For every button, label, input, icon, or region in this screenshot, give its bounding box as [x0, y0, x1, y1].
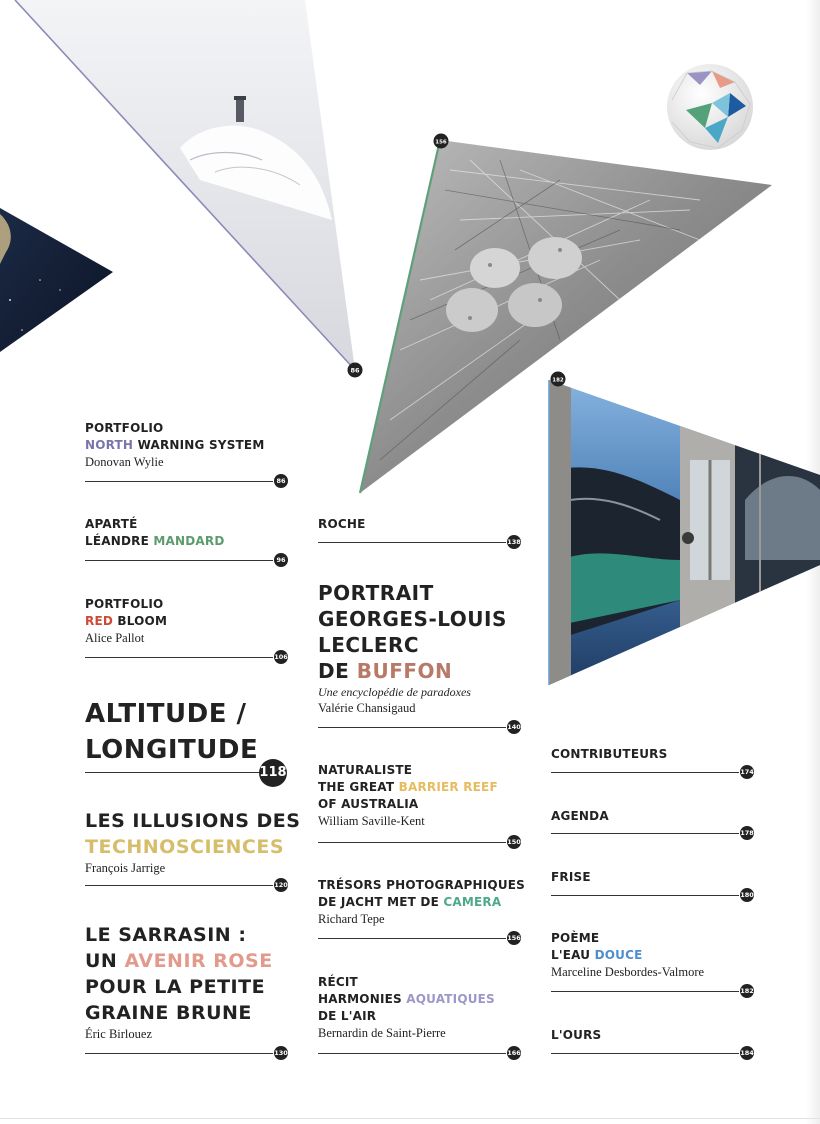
entry-author: Marceline Desbordes-Valmore: [551, 965, 705, 979]
page-number-badge: 86: [274, 474, 288, 488]
entry-title: CONTRIBUTEURS: [551, 747, 668, 761]
entry-kicker: PORTFOLIO: [85, 597, 164, 611]
entry-title: OF AUSTRALIA: [318, 797, 419, 811]
entry-rule: [318, 727, 506, 728]
toc-entry-harmonies-aquatiques[interactable]: [318, 974, 538, 1042]
toc-entry-great-barrier-reef[interactable]: [318, 762, 538, 830]
toc-entry-agenda[interactable]: [551, 808, 761, 825]
photo-badge-156: [434, 134, 449, 149]
entry-rule: [551, 991, 739, 992]
entry-title: DE L'AIR: [318, 1009, 377, 1023]
entry-title: L'EAU DOUCE: [551, 948, 643, 962]
entry-title: RED BLOOM: [85, 614, 168, 628]
entry-author: Alice Pallot: [85, 631, 145, 645]
entry-title-line: POUR LA PETITE: [85, 976, 266, 998]
entry-author: William Saville-Kent: [318, 814, 425, 828]
page-number-badge: 140: [507, 720, 521, 734]
toc-entry-leandre-mandard[interactable]: [85, 516, 295, 550]
toc-entry-portrait-buffon[interactable]: [318, 580, 538, 717]
entry-title-line: PORTRAIT: [318, 581, 434, 605]
entry-rule: [551, 833, 739, 834]
entry-rule: [318, 938, 506, 939]
photo-badge-182: [551, 372, 566, 387]
brand-logo-sphere: [667, 64, 753, 150]
page-number-badge: 150: [507, 835, 521, 849]
entry-rule: [85, 1053, 273, 1054]
entry-title-line: TECHNOSCIENCES: [85, 836, 285, 858]
entry-title-line: GRAINE BRUNE: [85, 1002, 252, 1024]
entry-rule: [551, 772, 739, 773]
entry-title: LÉANDRE MANDARD: [85, 534, 225, 548]
entry-title: DE JACHT MET DE CAMERA: [318, 895, 502, 909]
entry-rule: [318, 542, 506, 543]
page-number-badge: 184: [740, 1046, 754, 1060]
toc-entry-frise[interactable]: [551, 869, 761, 886]
entry-title-line: LECLERC: [318, 633, 420, 657]
entry-author: Donovan Wylie: [85, 455, 164, 469]
page-number-badge: 178: [740, 826, 754, 840]
entry-title-line: LONGITUDE: [85, 735, 259, 765]
entry-title-line: LE SARRASIN :: [85, 924, 247, 946]
svg-text:156: 156: [435, 139, 447, 146]
entry-rule: [551, 1053, 739, 1054]
arctic-photo-triangle: [15, 0, 355, 370]
page-number-badge: 156: [507, 931, 521, 945]
toc-entry-lours[interactable]: [551, 1027, 761, 1044]
window-painting-triangle: [549, 377, 820, 685]
page-number-badge: 182: [740, 984, 754, 998]
entry-rule: [318, 1053, 506, 1054]
page-number-badge: 130: [274, 1046, 288, 1060]
toc-entry-north-warning-system[interactable]: [85, 420, 295, 471]
entry-title: L'OURS: [551, 1028, 602, 1042]
toc-entry-le-sarrasin[interactable]: [85, 922, 315, 1043]
toc-entry-altitude-longitude[interactable]: [85, 696, 315, 768]
svg-text:86: 86: [350, 366, 360, 375]
entry-rule: [85, 657, 273, 658]
entry-kicker: PORTFOLIO: [85, 421, 164, 435]
night-photo-triangle: [0, 208, 113, 352]
page-number-badge-large: 118: [259, 759, 287, 787]
entry-rule: [318, 842, 506, 843]
toc-entry-illusions-technosciences[interactable]: [85, 808, 315, 877]
entry-kicker: POÈME: [551, 931, 600, 945]
svg-text:182: 182: [552, 377, 564, 384]
photo-badge-86: [348, 363, 363, 378]
toc-entry-tresors-photographiques[interactable]: [318, 877, 548, 928]
entry-title: THE GREAT BARRIER REEF: [318, 780, 498, 794]
entry-title: FRISE: [551, 870, 591, 884]
page-number-badge: 174: [740, 765, 754, 779]
entry-title-line: DE BUFFON: [318, 659, 453, 683]
entry-author: Valérie Chansigaud: [318, 701, 416, 715]
entry-rule: [85, 481, 273, 482]
entry-kicker: NATURALISTE: [318, 763, 413, 777]
entry-rule: [85, 560, 273, 561]
entry-author: Richard Tepe: [318, 912, 385, 926]
page-number-badge: 180: [740, 888, 754, 902]
entry-author: Bernardin de Saint-Pierre: [318, 1026, 446, 1040]
entry-kicker: APARTÉ: [85, 517, 138, 531]
entry-title: AGENDA: [551, 809, 609, 823]
toc-entry-contributeurs[interactable]: [551, 746, 761, 763]
entry-title-line: GEORGES-LOUIS: [318, 607, 507, 631]
entry-author: François Jarrige: [85, 861, 166, 875]
page-number-badge: 138: [507, 535, 521, 549]
entry-rule: [85, 885, 273, 886]
page-number-badge: 106: [274, 650, 288, 664]
entry-title-line: UN AVENIR ROSE: [85, 950, 273, 972]
entry-rule: [85, 772, 260, 773]
toc-entry-roche[interactable]: [318, 516, 528, 533]
entry-subtitle: Une encyclopédie de paradoxes: [318, 685, 471, 699]
entry-author: Éric Birlouez: [85, 1027, 152, 1041]
toc-entry-leau-douce[interactable]: [551, 930, 781, 981]
page-number-badge: 96: [274, 553, 288, 567]
entry-title: ROCHE: [318, 517, 366, 531]
toc-entry-red-bloom[interactable]: [85, 596, 295, 647]
page-number-badge: 120: [274, 878, 288, 892]
entry-kicker: RÉCIT: [318, 975, 358, 989]
entry-title-line: ALTITUDE /: [85, 699, 247, 729]
entry-title-line: LES ILLUSIONS DES: [85, 810, 301, 832]
entry-title: TRÉSORS PHOTOGRAPHIQUES: [318, 878, 526, 892]
page-number-badge: 166: [507, 1046, 521, 1060]
entry-title: NORTH WARNING SYSTEM: [85, 438, 265, 452]
entry-rule: [551, 895, 739, 896]
entry-title: HARMONIES AQUATIQUES: [318, 992, 495, 1006]
